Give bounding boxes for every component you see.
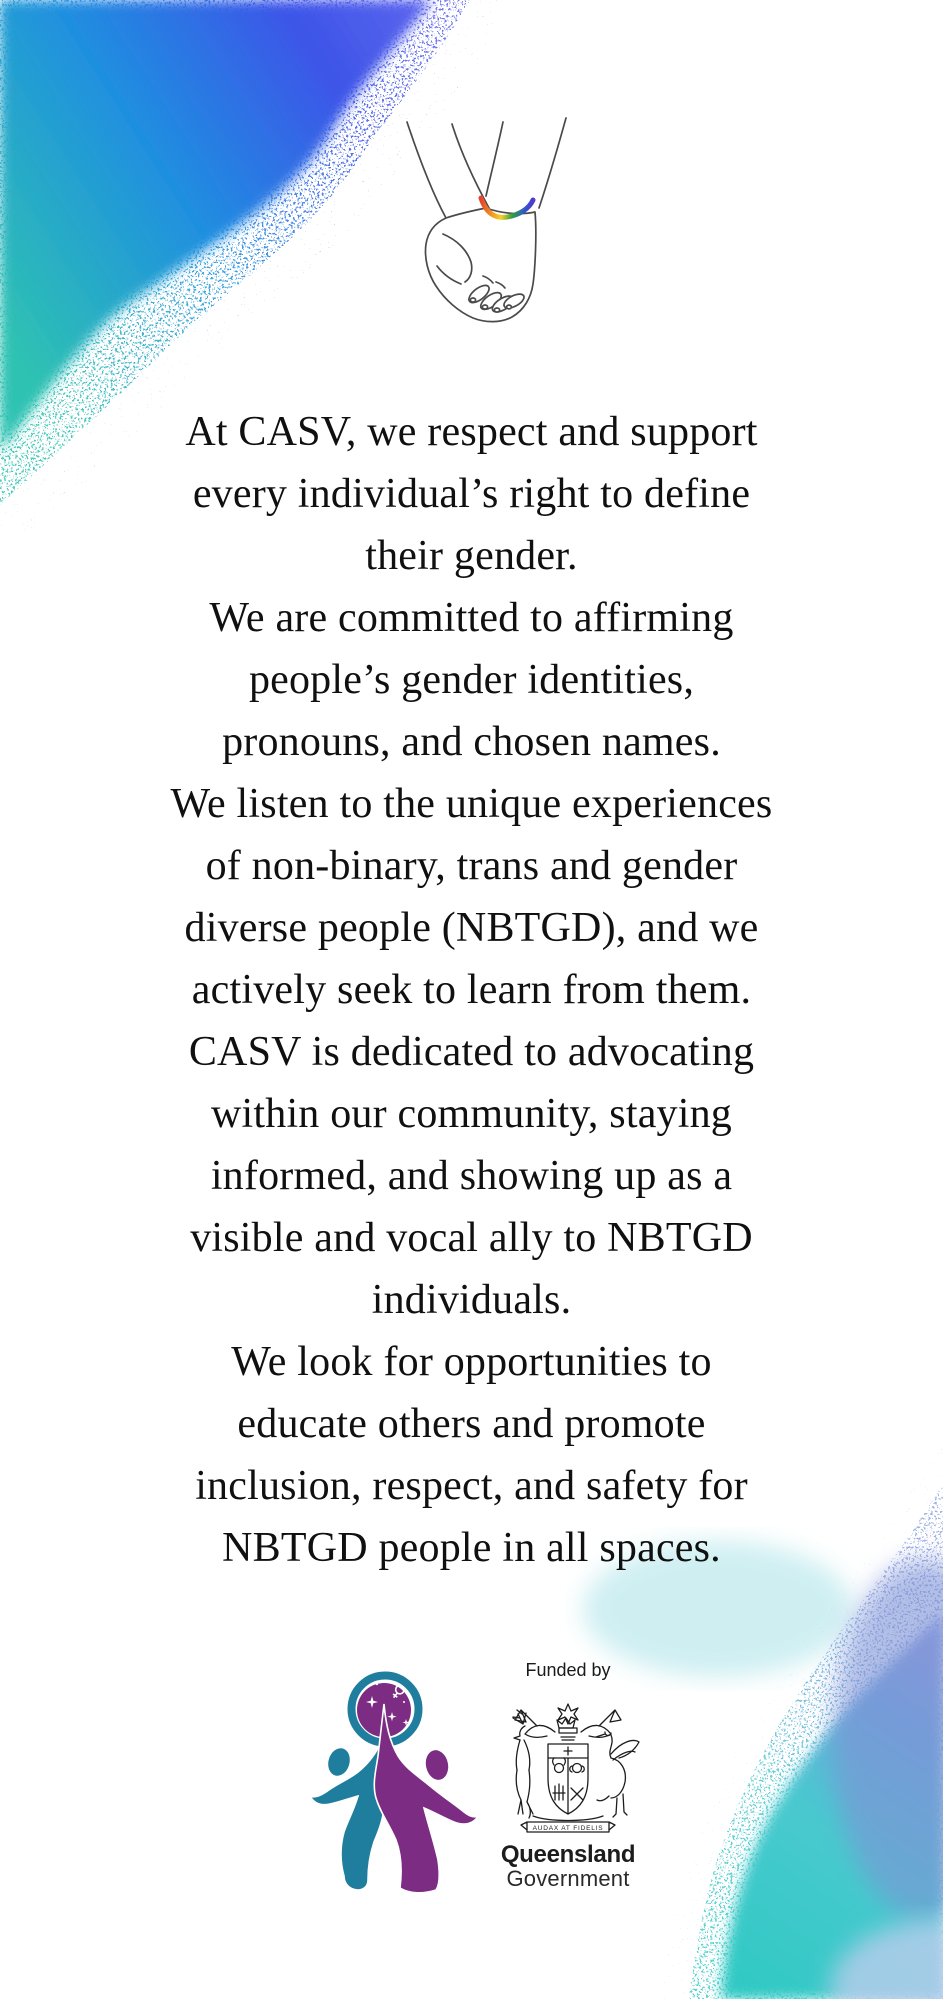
mission-line: At CASV, we respect and support [185, 409, 758, 455]
mission-line: educate others and promote [237, 1401, 706, 1447]
hands-line-art [407, 118, 566, 322]
funded-by-label: Funded by [525, 1660, 611, 1680]
mission-line: of non-binary, trans and gender [205, 843, 738, 889]
stag-supporter [513, 1710, 533, 1818]
mission-line: their gender. [365, 533, 578, 579]
left-arm-outer-line [407, 122, 446, 218]
qld-government-name-regular: Government [506, 1866, 630, 1891]
casv-logo [306, 1662, 480, 1892]
mission-line: diverse people (NBTGD), and we [184, 905, 759, 951]
mission-line: actively seek to learn from them. [191, 967, 752, 1013]
casv-figure-purple-head [423, 1748, 451, 1782]
fingernail [482, 305, 487, 309]
mission-line: CASV is dedicated to advocating [188, 1029, 755, 1075]
mission-line: We are committed to affirming [209, 595, 734, 641]
star-dot [403, 1701, 405, 1703]
holding-hands-illustration [383, 116, 573, 331]
mission-line: every individual’s right to define [192, 471, 751, 517]
crest-motto: AUDAX AT FIDELIS [532, 1824, 604, 1832]
left-arm-inner-line [452, 124, 489, 208]
fingernail [507, 305, 512, 309]
brolga-supporter [596, 1732, 639, 1817]
mission-line: individuals. [371, 1277, 572, 1323]
mission-line: pronouns, and chosen names. [222, 719, 721, 765]
casv-figure-teal-head [325, 1746, 353, 1779]
mission-text [0, 401, 943, 1579]
mission-line: informed, and showing up as a [210, 1153, 733, 1199]
mission-line: We listen to the unique experiences [170, 781, 773, 827]
fingernail [494, 308, 499, 312]
fingernail [470, 298, 475, 302]
mission-line: visible and vocal ally to NBTGD [190, 1215, 753, 1261]
mission-line: people’s gender identities, [248, 657, 695, 703]
star-dot [376, 1683, 378, 1685]
mission-line: NBTGD people in all spaces. [222, 1525, 721, 1571]
mission-line: inclusion, respect, and safety for [195, 1463, 748, 1509]
right-arm-inner-line [486, 122, 503, 196]
qld-coat-of-arms [493, 1692, 643, 1844]
mission-line: We look for opportunities to [231, 1339, 712, 1385]
right-arm-outer-line [539, 118, 566, 208]
mission-line: within our community, staying [210, 1091, 733, 1137]
qld-government-name-bold: Queensland [500, 1841, 636, 1868]
